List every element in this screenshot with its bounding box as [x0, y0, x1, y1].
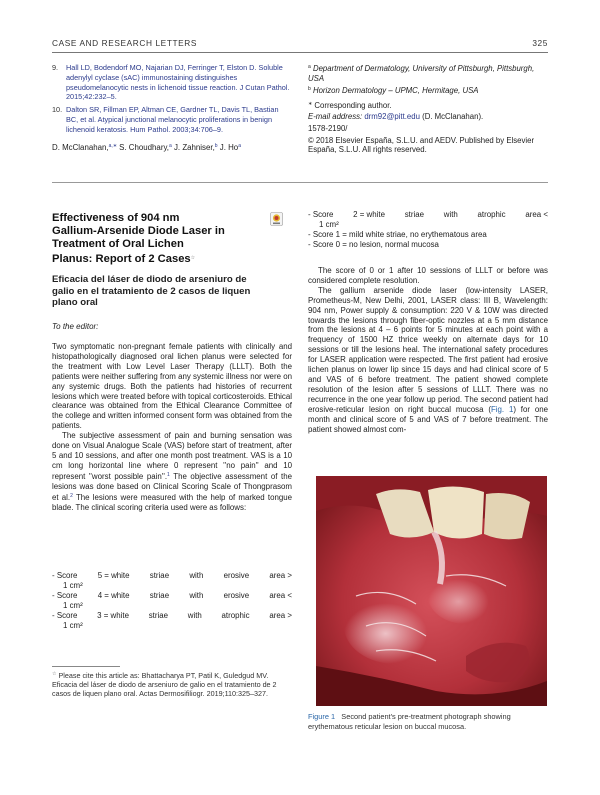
reference-item[interactable]: [52, 105, 292, 134]
corresponding-author: ∗ Corresponding author.: [308, 100, 392, 110]
right-body: [308, 266, 548, 434]
crossmark-icon[interactable]: [270, 212, 283, 226]
issn: 1578-2190/: [308, 123, 348, 133]
header-rule: [52, 52, 548, 53]
tooth-shape: [484, 493, 530, 539]
title-footnote-mark[interactable]: ☆: [190, 254, 196, 261]
figure-link[interactable]: Fig. 1: [490, 404, 514, 414]
author-name: D. McClanahan,: [52, 143, 109, 152]
paragraph: The gallium arsenide diode laser (low-intensity LASER, Prometheus-M, New Delhi, 2001, LASER class: III B, Wavelength: 904 nm, Power supply & consumption: 220 V & 10W was directed towards the lesions through fiber-optic nozzles at a 5 mm distance from the lesions at 4 – 6 points for 5 minutes at each point with a frequency of 1500 HZ thrice weekly on alternate days for 10 sessions or till the lesions heal. The international safety procedures for LASER application were respected. The first patient had erosive lichen planus on lower lip since 15 days and had clinical score of 5 and VAS of 6 before treatment. The patient showed complete resolution of the lesion after 5 sessions of LLLT. There was no recurrence in the one year follow up period. The second patient had erosive-reticular lesion on right buccal mucosa (Fig. 1) for one month and clinical score of 5 and VAS of 7 before treatment. The patient showed almost com-: [308, 285, 549, 434]
list-item: - Score 0 = no lesion, normal mucosa: [308, 239, 439, 249]
reference-list: [52, 63, 292, 138]
email-line: E-mail address: drm92@pitt.edu (D. McClanahan).: [308, 112, 484, 122]
running-header: CASE AND RESEARCH LETTERS: [52, 38, 198, 48]
scoring-list-right: [308, 210, 548, 250]
affiliation-b: $^b$ Horizon Dermatology – UPMC, Hermitage, USA: [308, 86, 479, 96]
affiliations: [308, 63, 548, 157]
reference-text: Hall LD, Bodendorf MO, Najarian DJ, Ferringer T, Elston D. Soluble adenylyl cyclase (sAC) immunostaining distinguishes pseudomelanocytic nests in lichenoid tissue reaction. J Cutan Pathol. 2015;42:232–5.: [66, 63, 290, 102]
article-title: Effectiveness of 904 nm Gallium-Arsenide Diode Laser in Treatment of Oral Lichen Planus: Report of 2 Cases☆: [52, 212, 225, 265]
author-affiliation-mark[interactable]: a: [169, 143, 172, 149]
page-number: 325: [532, 38, 548, 48]
reference-item[interactable]: [52, 63, 292, 102]
scoring-list-left: [52, 571, 292, 630]
reference-number: 10.: [52, 105, 63, 115]
to-editor: To the editor:: [52, 322, 99, 331]
list-item: - Score 2 = white striae with atrophic area < 1 cm²: [308, 210, 548, 229]
list-item: - Score 3 = white striae with atrophic area > 1 cm²: [52, 610, 292, 630]
citation-link[interactable]: 2: [70, 492, 73, 499]
email-link[interactable]: drm92@pitt.edu: [364, 112, 420, 122]
paragraph: Two symptomatic non-pregnant female patients with clinically and histopathologically diagnosed oral lichen planus were selected for the treatment with Low Level Laser Therapy (LLLT). Both the patients were neither suffering from any systemic illness nor were on any systemic drugs. Both the patients had histories of recurrent lesions which were treated before with topical corticosteroids. Ethical clearance was obtained from the Ethical Clearance Committee of the college and written informed consent form was obtained from the patients.: [52, 342, 292, 431]
section-divider: [52, 182, 548, 183]
reference-text: Dalton SR, Fillman EP, Altman CE, Gardner TL, Davis TL, Bastian BC, et al. Atypical junctional melanocytic proliferations in benign lichenoid keratosis. Hum Pathol. 2003;34:706–9.: [66, 105, 279, 134]
reference-number: 9.: [52, 63, 59, 72]
list-item: - Score 4 = white striae with erosive area < 1 cm²: [52, 590, 292, 610]
footnote-rule: [52, 666, 120, 667]
author-affiliation-mark[interactable]: a,∗: [108, 143, 117, 149]
figure-label: Figure 1: [308, 712, 336, 721]
author-name: J. Zahniser,: [173, 143, 215, 152]
list-item: - Score 1 = mild white striae, no erythematous area: [308, 229, 487, 239]
paragraph: The subjective assessment of pain and burning sensation was done on Visual Analogue Scale (VAS) before start of treatment, after 5 and 10 sessions, and after one month post treatment. VAS is a 10 cm long horizontal line where 0 represent ''no pain'' and 10 represent ''worst possible pain''.$^1$ The objective assessment of the lesions was done based on Clinical Scoring Scale of Thongprasom et al.$^2$ The lesions were measured with the help of marked tongue blade. The clinical scoring criteria used were as follows:: [52, 431, 293, 512]
left-body: [52, 342, 292, 512]
author-name: S. Choudhary,: [119, 143, 169, 152]
figure-caption: Figure 1 Second patient's pre-treatment photograph showing erythematous reticular lesion on buccal mucosa.: [308, 712, 511, 731]
author-affiliation-mark[interactable]: a: [238, 143, 241, 149]
author-affiliation-mark[interactable]: b: [214, 143, 218, 149]
author-name: J. Ho: [219, 143, 239, 152]
author-line: [52, 143, 292, 152]
article-subtitle: Eficacia del láser de diodo de arseniuro de galio en el tratamiento de 2 casos de liquen plano oral: [52, 274, 251, 309]
copyright: © 2018 Elsevier España, S.L.U. and AEDV. Published by Elsevier España, S.L.U. All rights reserved.: [308, 135, 535, 155]
footnote: ☆ Please cite this article as: Bhattacharya PT, Patil K, Guledgud MV. Eficacia del láser de diodo de arseniuro de galio en el tratamiento de 2 casos de liquen plano oral. Actas Dermosifiliogr. 2019;110:325–327.: [52, 671, 277, 699]
affiliation-a: $^a$ Department of Dermatology, University of Pittsburgh, Pittsburgh, USA: [308, 64, 535, 83]
paragraph: The score of 0 or 1 after 10 sessions of LLLT or before was considered complete resolution.: [308, 266, 548, 285]
clinical-photograph[interactable]: [316, 476, 547, 706]
list-item: - Score 5 = white striae with erosive area > 1 cm²: [52, 571, 292, 590]
citation-link[interactable]: 1: [167, 471, 170, 478]
